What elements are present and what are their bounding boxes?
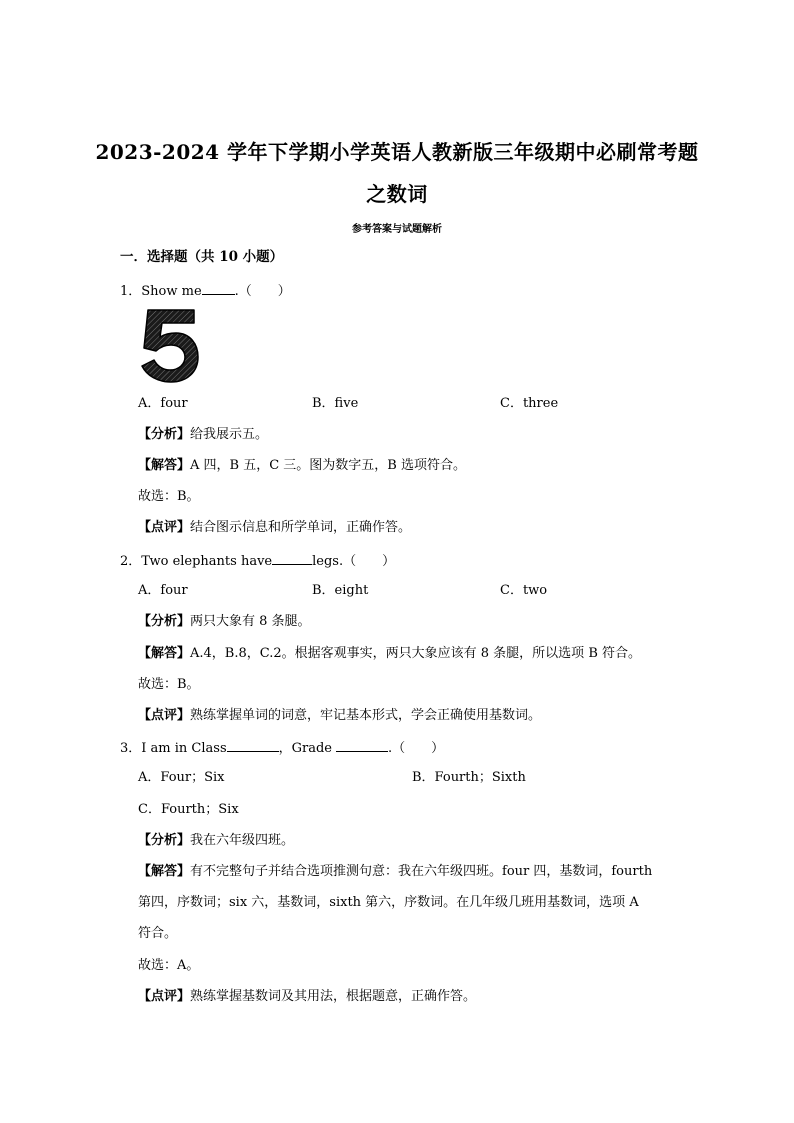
question-3-analysis (138, 833, 294, 849)
question-1-answer: 故选：B。 (138, 489, 200, 504)
question-3-solution-line-3: 符合。 (138, 926, 178, 941)
question-1-stem-text: 1．Show me (120, 284, 202, 299)
comment-text: 熟练掌握基数词及其用法，根据题意，正确作答。 (190, 989, 477, 1004)
question-3-option-c: C．Fourth；Six (138, 802, 239, 817)
analysis-tag: 【分析】 (138, 427, 191, 442)
question-1-solution (138, 458, 466, 474)
question-3-option-a: A．Four；Six (138, 770, 225, 785)
comment-text: 熟练掌握单词的词意，牢记基本形式，学会正确使用基数词。 (190, 708, 542, 723)
question-2-comment (138, 708, 541, 724)
question-1-option-c: C．three (500, 396, 559, 411)
question-2-analysis (138, 614, 311, 630)
analysis-tag: 【分析】 (138, 614, 191, 629)
page-title: 2023-2024 学年下学期小学英语人教新版三年级期中必刷常考题 (95, 140, 699, 164)
question-1-stem-end: .（ ） (234, 284, 291, 299)
question-1-blank (202, 282, 235, 295)
comment-tag: 【点评】 (138, 520, 191, 535)
question-3-comment (138, 989, 476, 1005)
question-2-blank (272, 552, 312, 565)
question-3-solution (138, 864, 652, 880)
question-3-blank-2 (336, 739, 388, 752)
analysis-text: 给我展示五。 (190, 427, 269, 442)
comment-tag: 【点评】 (138, 708, 191, 723)
question-1-stem (120, 282, 291, 300)
question-2-stem-end: legs.（ ） (312, 554, 396, 569)
question-3-stem (120, 739, 444, 757)
question-2-option-c: C．two (500, 583, 548, 598)
question-1-analysis (138, 427, 268, 443)
question-3-option-b: B．Fourth；Sixth (412, 770, 526, 785)
question-3-answer: 故选：A。 (138, 958, 200, 973)
comment-tag: 【点评】 (138, 989, 191, 1004)
question-2-option-b: B．eight (312, 583, 369, 598)
question-3-stem-text: 3．I am in Class (120, 741, 227, 756)
question-1-comment (138, 520, 411, 536)
analysis-text: 两只大象有 8 条腿。 (190, 614, 311, 629)
question-3-blank-1 (227, 739, 279, 752)
question-1-option-a: A．four (138, 396, 188, 411)
question-2-option-a: A．four (138, 583, 188, 598)
solution-text: A.4，B.8，C.2。根据客观事实，两只大象应该有 8 条腿，所以选项 B 符合。 (190, 646, 642, 661)
analysis-text: 我在六年级四班。 (190, 833, 295, 848)
analysis-tag: 【分析】 (138, 833, 191, 848)
solution-text: A 四，B 五，C 三。图为数字五，B 选项符合。 (190, 458, 466, 473)
question-3-solution-line-2: 第四，序数词；six 六，基数词，sixth 第六，序数词。在几年级几班用基数词，选项 A (138, 895, 639, 910)
solution-tag: 【解答】 (138, 458, 191, 473)
question-1-option-b: B．five (312, 396, 359, 411)
question-2-answer: 故选：B。 (138, 677, 200, 692)
solution-text: 有不完整句子并结合选项推测句意：我在六年级四班。four 四，基数词，fourth (190, 864, 653, 879)
comment-text: 结合图示信息和所学单词，正确作答。 (190, 520, 412, 535)
page-subtitle: 参考答案与试题解析 (352, 224, 442, 235)
question-2-solution (138, 646, 641, 662)
section-heading: 一．选择题（共 10 小题） (120, 249, 284, 265)
question-3-stem-mid: ，Grade (278, 741, 332, 756)
page-title-continued: 之数词 (366, 182, 428, 206)
solution-tag: 【解答】 (138, 646, 191, 661)
question-3-stem-end: .（ ） (387, 741, 445, 756)
question-2-stem (120, 552, 395, 570)
question-2-stem-text: 2．Two elephants have (120, 554, 273, 569)
digit-five-image (138, 306, 200, 384)
solution-tag: 【解答】 (138, 864, 191, 879)
